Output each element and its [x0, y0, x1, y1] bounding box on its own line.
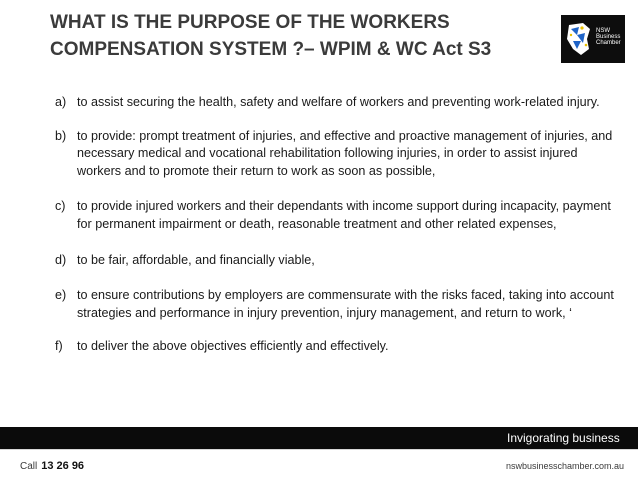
nsw-business-chamber-logo	[561, 15, 625, 63]
list-item-letter: d)	[55, 252, 67, 267]
list-item-text: to provide: prompt treatment of injuries, and effective and proactive management of injuries, and necessary medical and vocational rehabilitation following injuries, in order to assist injured workers and to promote their return to work as soon as possible,	[77, 128, 613, 178]
list-item-letter: f)	[55, 339, 63, 354]
logo-text: NSW Business Chamber	[596, 28, 621, 46]
list-item-text: to ensure contributions by employers are commensurate with the risks faced, taking into account strategies and performance in injury prevention, injury management, and return to work, ‘	[77, 288, 614, 320]
list-item	[55, 94, 615, 112]
call-label: Call	[20, 461, 38, 472]
website-link[interactable]: nswbusinesschamber.com.au	[505, 461, 624, 471]
footer-call	[20, 460, 84, 472]
footer-divider	[0, 449, 638, 450]
list-item	[55, 252, 615, 270]
list-item-letter: a)	[55, 95, 67, 109]
purpose-list	[55, 94, 615, 356]
footer-tagline: Invigorating business	[507, 431, 620, 445]
list-item-letter: b)	[55, 128, 67, 143]
list-item-text: to provide injured workers and their dependants with income support during incapacity, payment for permanent impairment or death, reasonable treatment and other related expenses,	[77, 199, 611, 231]
list-item	[55, 128, 615, 181]
list-item-letter: e)	[55, 288, 67, 303]
list-item-text: to deliver the above objectives efficiently and effectively.	[77, 339, 389, 354]
list-item	[55, 198, 615, 233]
nsw-map-icon	[563, 19, 595, 59]
slide-title: WHAT IS THE PURPOSE OF THE WORKERS COMPENSATION SYSTEM ?– WPIM & WC Act S3	[50, 12, 492, 60]
phone-number: 13 26 96	[41, 460, 85, 472]
list-item-letter: c)	[55, 199, 66, 214]
list-item-text: to be fair, affordable, and financially viable,	[77, 252, 315, 267]
list-item	[55, 338, 615, 356]
list-item	[55, 287, 615, 322]
list-item-text: to assist securing the health, safety and welfare of workers and preventing work-related injury.	[77, 95, 600, 109]
